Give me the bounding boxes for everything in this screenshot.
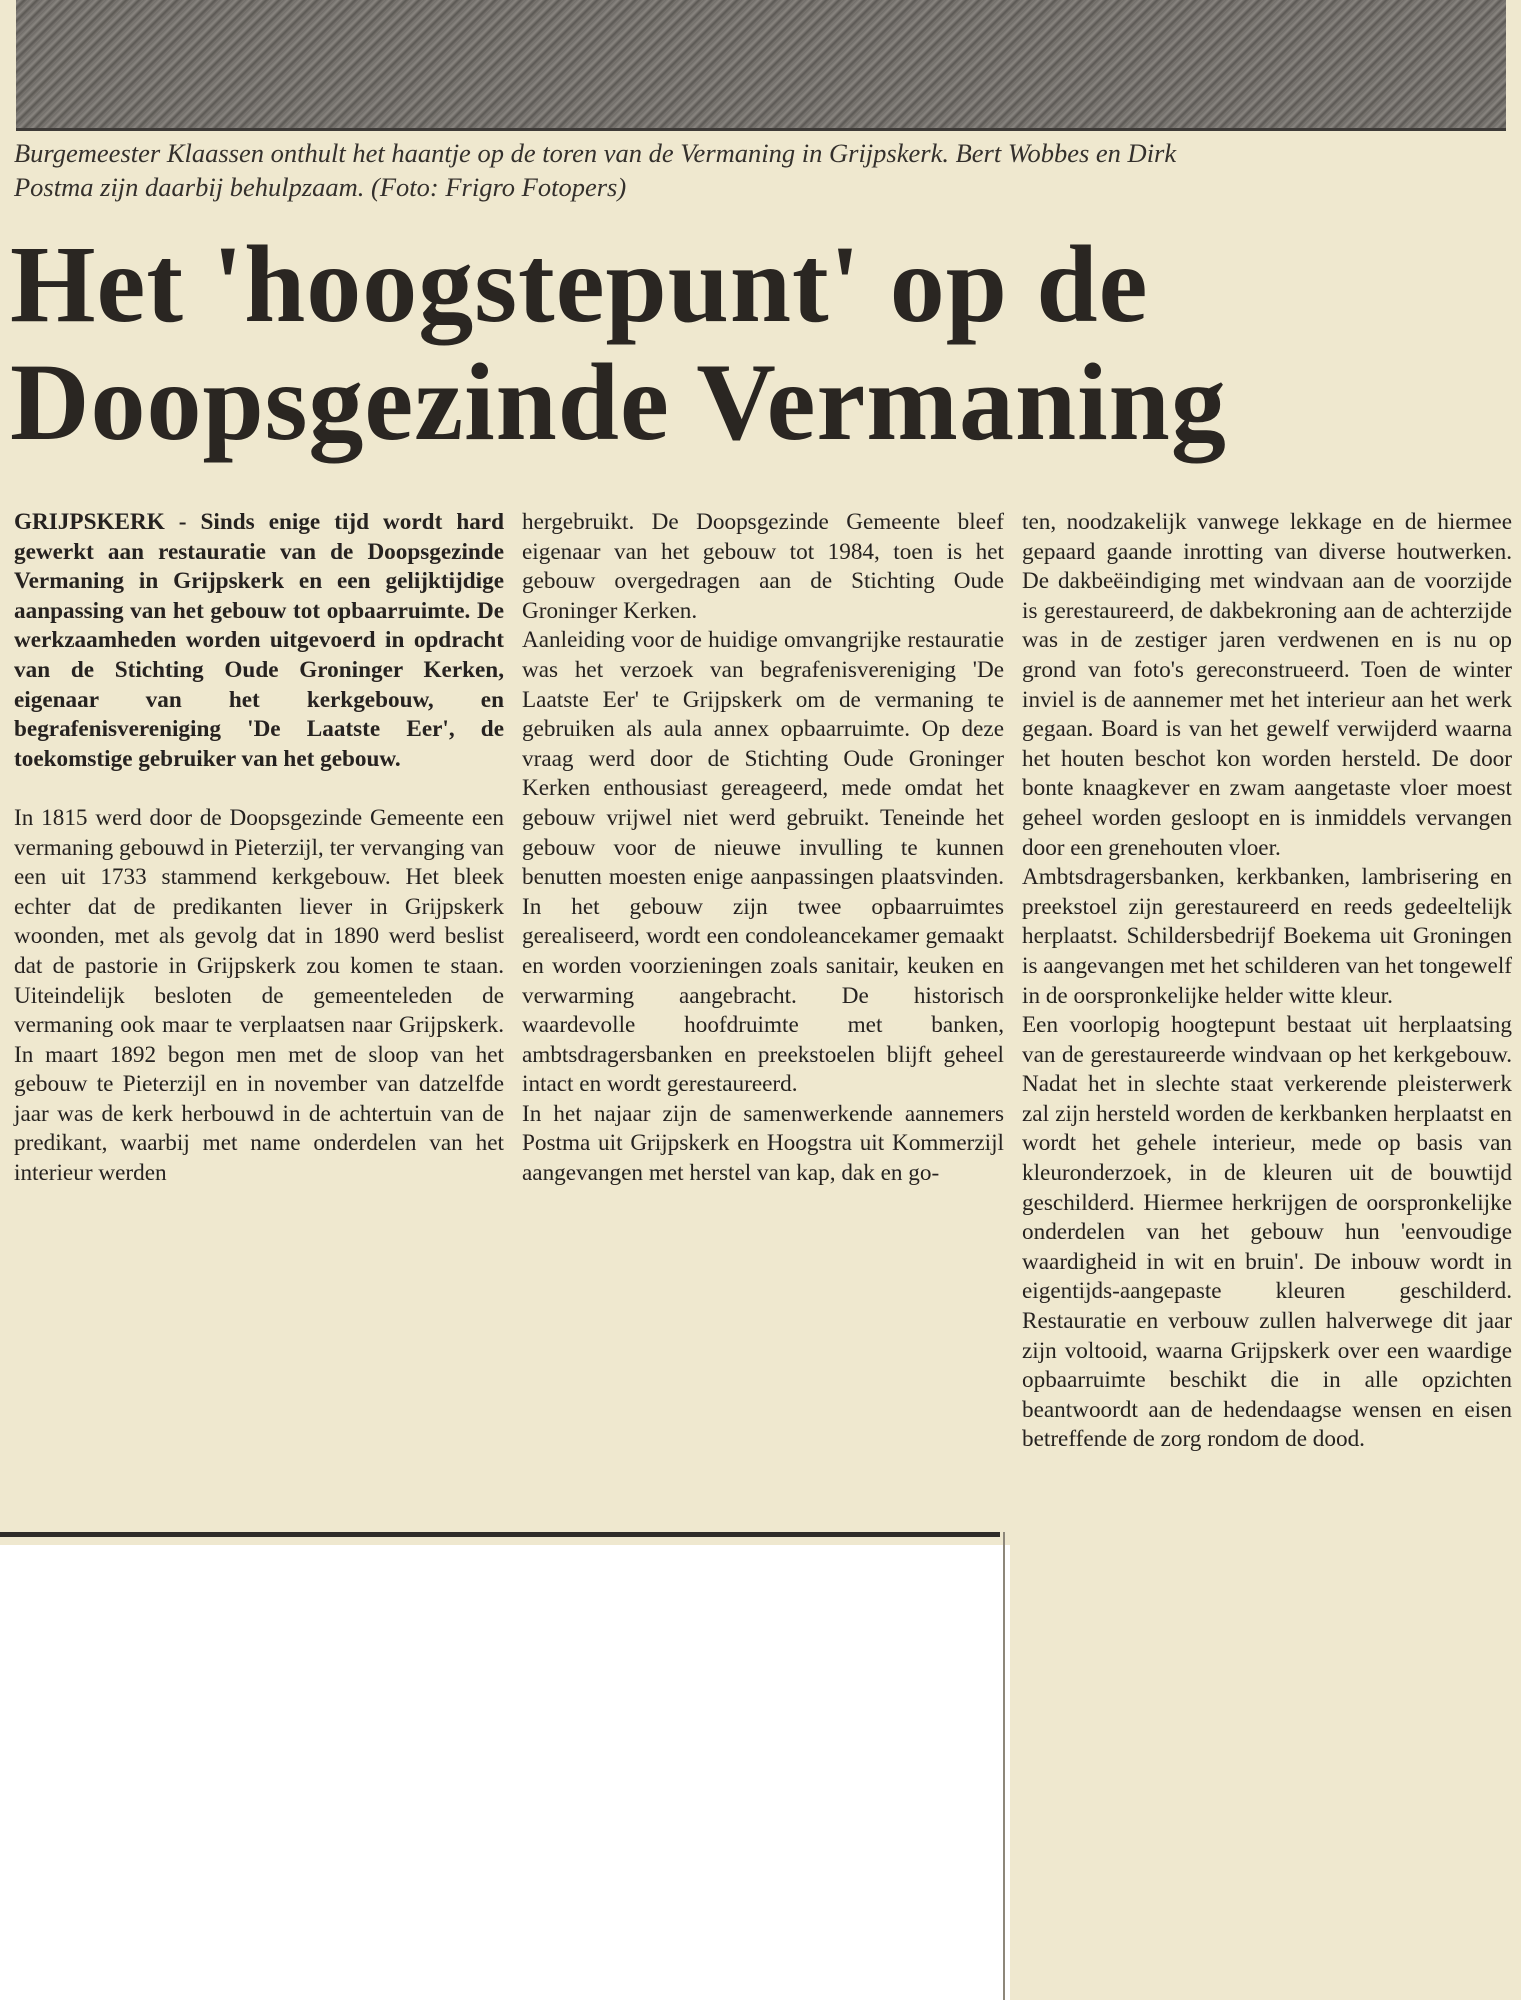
lead-paragraph: GRIJPSKERK - Sinds enige tijd wordt hard gewerkt aan restauratie van de Doopsgezinde Vermaning in Grijpskerk en een gelijktijdige aanpassing van het gebouw tot opbaarruimte. De werkzaamheden worden uitgevoerd in opdracht van de Stichting Oude Groninger Kerken, eigenaar van het kerkgebouw, en begrafenisvereniging 'De Laatste Eer', de toekomstige gebruiker van het gebouw. [14, 509, 504, 772]
caption-line-1: Burgemeester Klaassen onthult het haantje op de toren van de Vermaning in Grijpskerk. Bert Wobbes en Dirk [14, 138, 1177, 168]
photo-caption [14, 136, 1509, 204]
body-paragraph: In het najaar zijn de samenwerkende aannemers Postma uit Grijpskerk en Hoogstra uit Kommerzijl aangevangen met herstel van kap, dak en go- [522, 1100, 1004, 1187]
headline [10, 225, 1510, 461]
body-paragraph: Aanleiding voor de huidige omvangrijke restauratie was het verzoek van begrafenisvereniging 'De Laatste Eer' te Grijpskerk om de vermaning te gebruiken als aula annex opbaarruimte. Op deze vraag werd door de Stichting Oude Groninger Kerken enthousiast gereageerd, mede omdat het gebouw vrijwel niet werd gebruikt. Teneinde het gebouw voor de nieuwe invulling te kunnen benutten moesten enige aanpassingen plaatsvinden. In het gebouw zijn twee opbaarruimtes gerealiseerd, wordt een condoleancekamer gemaakt en worden voorzieningen zoals sanitair, keuken en verwarming aangebracht. De historisch waardevolle hoofdruimte met banken, ambtsdragersbanken en preekstoelen blijft geheel intact en wordt gerestaureerd. [522, 627, 1004, 1098]
article-column-1 [14, 508, 504, 1189]
headline-line-2: Doopsgezinde Vermaning [10, 341, 1227, 463]
headline-line-1: Het 'hoogstepunt' op de [10, 223, 1149, 345]
body-paragraph: In 1815 werd door de Doopsgezinde Gemeente een vermaning gebouwd in Pieterzijl, ter vervanging van een uit 1733 stammend kerkgebouw. Het bleek echter dat de predikanten liever in Grijpskerk woonden, met als gevolg dat in 1890 werd beslist dat de pastorie in Grijpskerk zou komen te staan. Uiteindelijk besloten de gemeenteleden de vermaning ook maar te verplaatsen naar Grijpskerk. In maart 1892 begon men met de sloop van het gebouw te Pieterzijl en in november van datzelfde jaar was de kerk herbouwd in de achtertuin van de predikant, waarbij met name onderdelen van het interieur werden [14, 804, 504, 1187]
column-end-rule [0, 1532, 1000, 1537]
news-photo [16, 0, 1506, 131]
article-column-3 [1022, 508, 1512, 1455]
body-paragraph: hergebruikt. De Doopsgezinde Gemeente bleef eigenaar van het gebouw tot 1984, toen is het gebouw overgedragen aan de Stichting Oude Groninger Kerken. [522, 509, 1004, 624]
newspaper-clipping-lower [1010, 1520, 1521, 2000]
body-paragraph: ten, noodzakelijk vanwege lekkage en de hiermee gepaard gaande inrotting van diverse houtwerken. De dakbeëindiging met windvaan aan de voorzijde is gerestaureerd, de dakbekroning aan de achterzijde was in de zestiger jaren verdwenen en is nu op grond van foto's gereconstrueerd. Toen de winter inviel is de aannemer met het interieur aan het werk gegaan. Board is van het gewelf verwijderd waarna het houten beschot kon worden hersteld. De door bonte knaagkever en zwam aangetaste vloer moest geheel worden gesloopt en is inmiddels vervangen door een grenehouten vloer. [1022, 509, 1512, 861]
body-paragraph: Ambtsdragersbanken, kerkbanken, lambrisering en preekstoel zijn gerestaureerd en reeds gedeeltelijk herplaatst. Schildersbedrijf Boekema uit Groningen is aangevangen met het schilderen van het tongewelf in de oorspronkelijke helder witte kleur. [1022, 864, 1512, 1009]
caption-line-2: Postma zijn daarbij behulpzaam. (Foto: Frigro Fotopers) [14, 172, 627, 202]
article-column-2 [522, 508, 1004, 1189]
body-paragraph: Een voorlopig hoogtepunt bestaat uit herplaatsing van de gerestaureerde windvaan op het kerkgebouw. Nadat het in slechte staat verkerende pleisterwerk zal zijn hersteld worden de kerkbanken herplaatst en wordt het gehele interieur, mede op basis van kleuronderzoek, in de kleuren uit de bouwtijd geschilderd. Hiermee herkrijgen de oorspronkelijke onderdelen van het gebouw hun 'eenvoudige waardigheid in wit en bruin'. De inbouw wordt in eigentijds-aangepaste kleuren geschilderd. Restauratie en verbouw zullen halverwege dit jaar zijn voltooid, waarna Grijpskerk over een waardige opbaarruimte beschikt die in alle opzichten beantwoordt aan de hedendaagse wensen en eisen betreffende de zorg rondom de dood. [1022, 1012, 1512, 1453]
column-divider [1003, 1532, 1005, 2000]
paragraph-spacer [14, 774, 504, 804]
